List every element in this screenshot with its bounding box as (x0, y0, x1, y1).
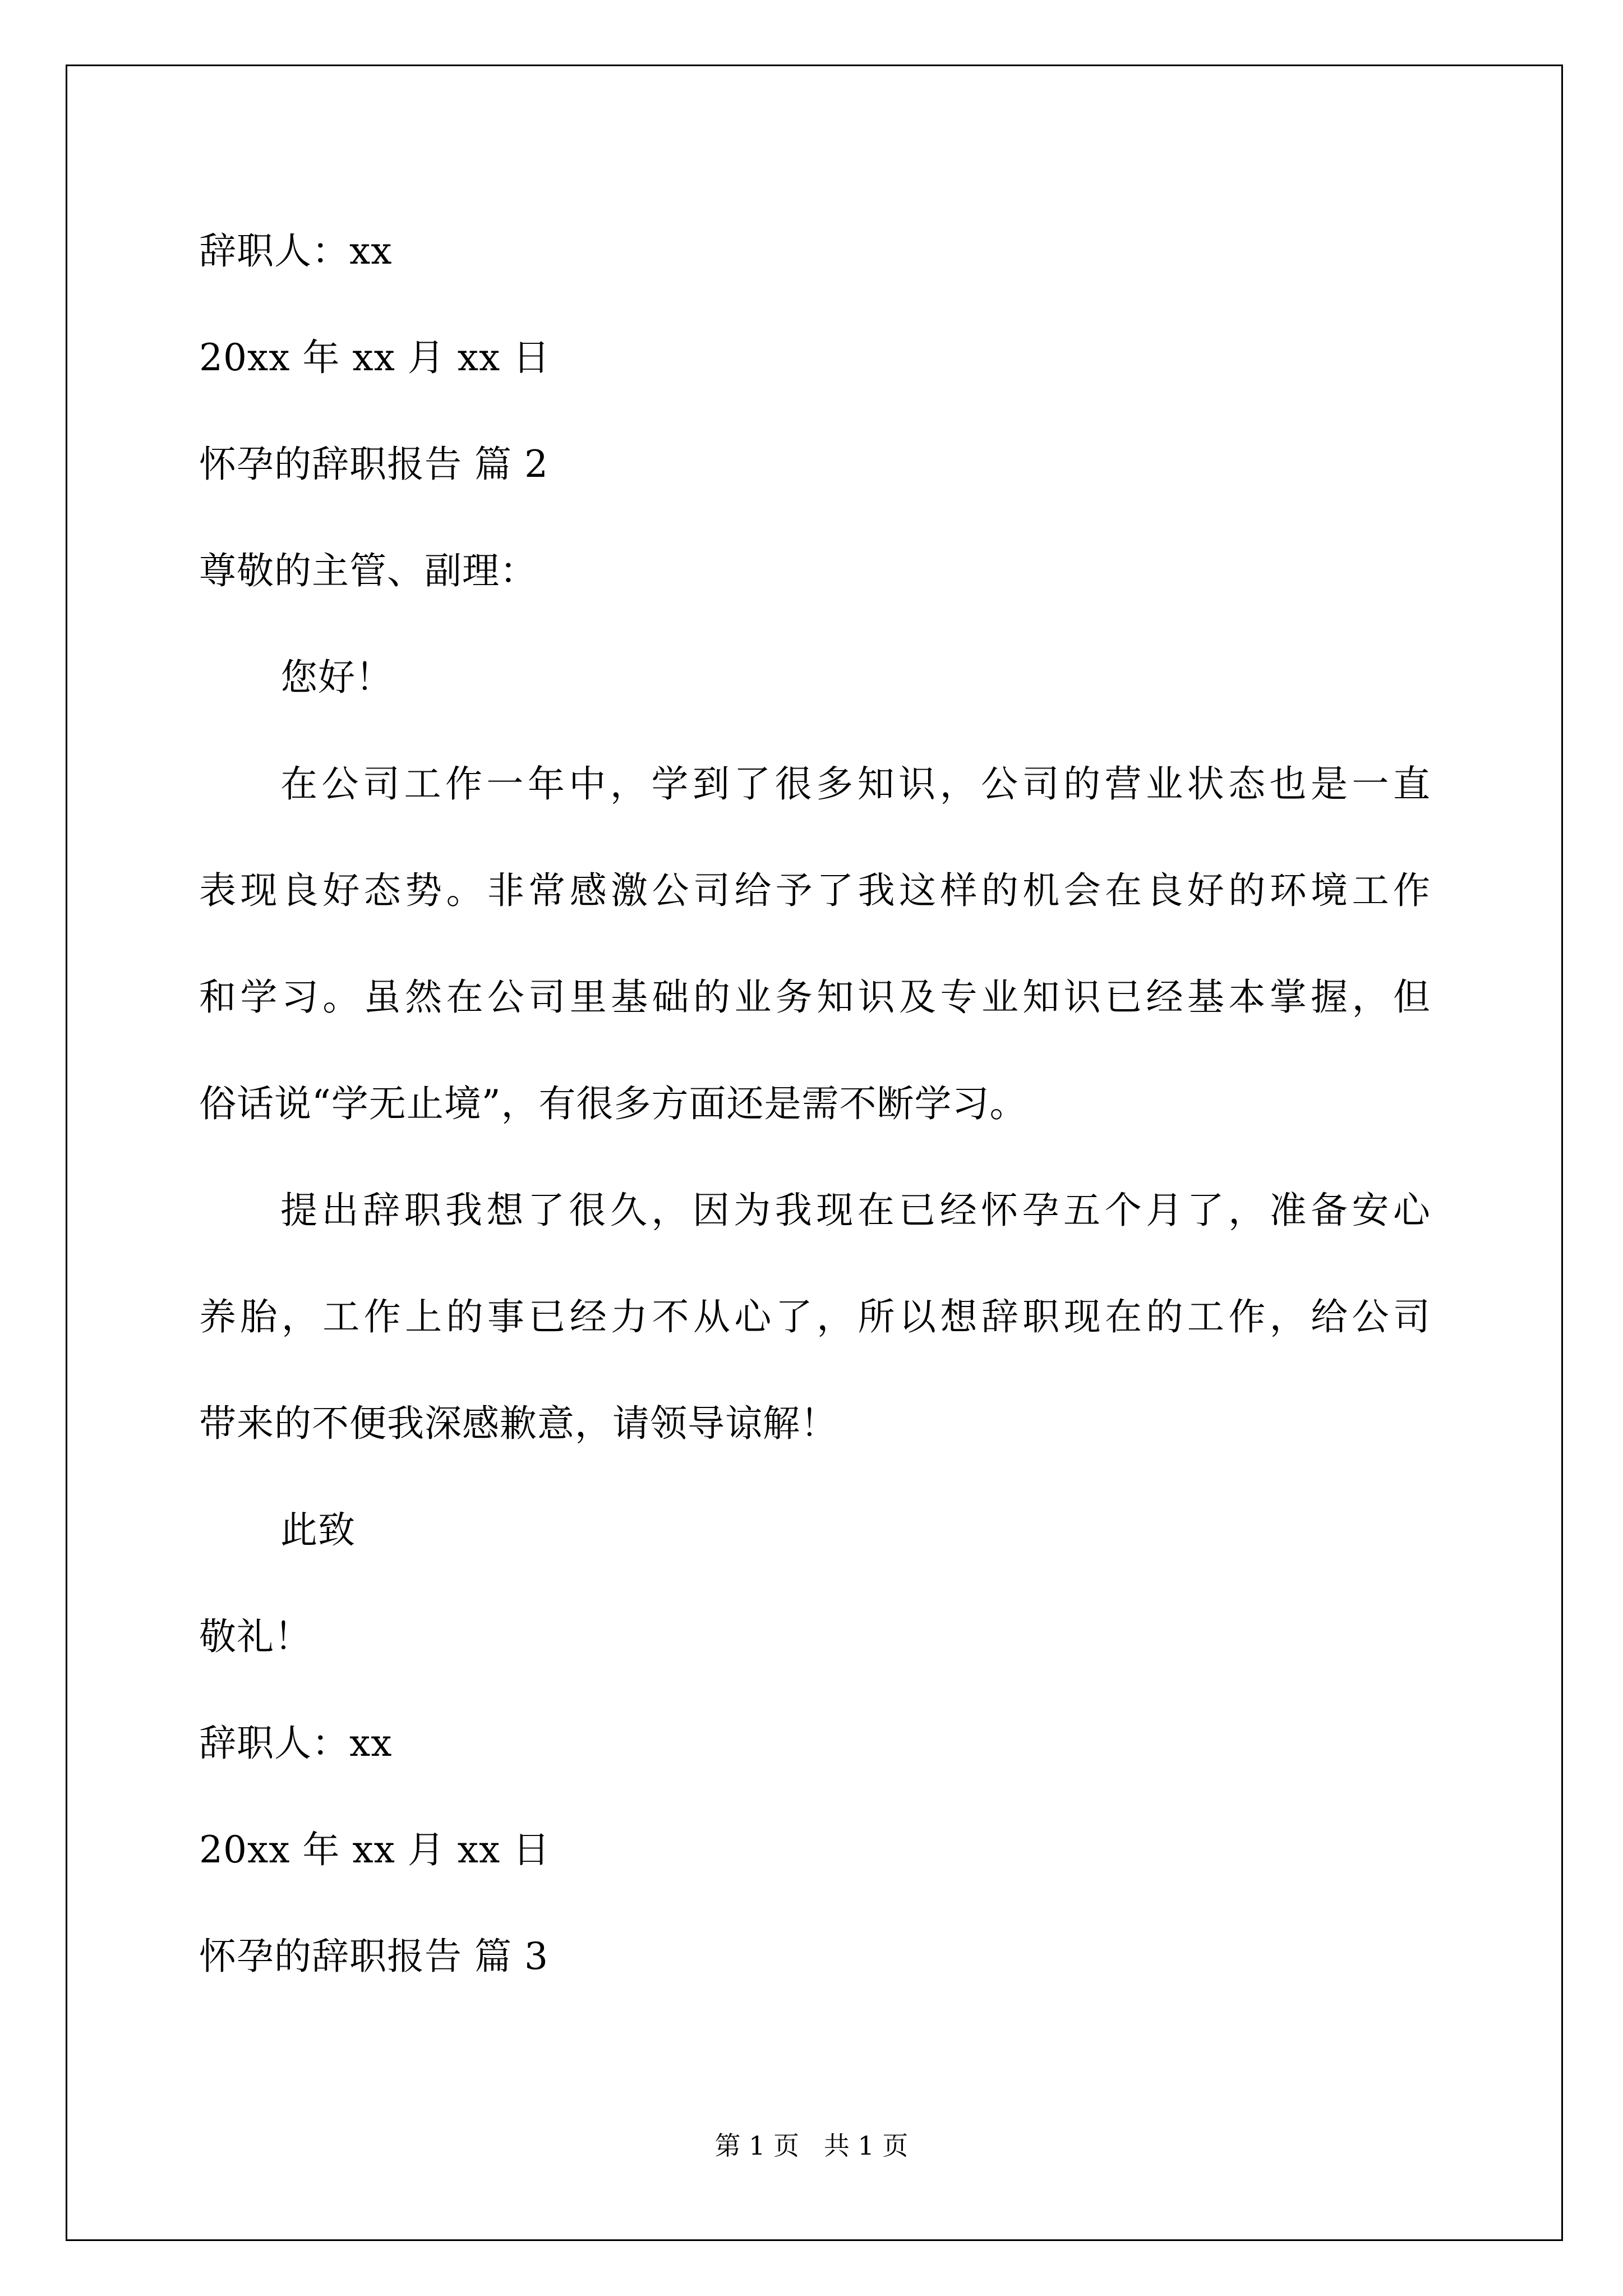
paragraph-line: 提出辞职我想了很久，因为我现在已经怀孕五个月了，准备安心 (280, 1189, 1430, 1232)
date-line: 20xx 年 xx 月 xx 日 (199, 336, 551, 379)
salutation: 尊敬的主管、副理： (199, 549, 537, 592)
resigner-line: 辞职人：xx (199, 1722, 393, 1765)
greeting: 您好！ (280, 656, 393, 699)
section-heading: 怀孕的辞职报告 篇 2 (199, 443, 548, 486)
section-heading: 怀孕的辞职报告 篇 3 (199, 1935, 548, 1978)
closing-line: 此致 (280, 1508, 356, 1552)
page-border (66, 65, 1563, 2241)
paragraph-line: 带来的不便我深感歉意，请领导谅解！ (199, 1402, 838, 1445)
paragraph-line: 俗话说“学无止境”，有很多方面还是需不断学习。 (199, 1082, 1027, 1125)
resigner-line: 辞职人：xx (199, 229, 393, 273)
paragraph-line: 表现良好态势。非常感激公司给予了我这样的机会在良好的环境工作 (199, 869, 1430, 912)
paragraph-line: 养胎，工作上的事已经力不从心了，所以想辞职现在的工作，给公司 (199, 1295, 1430, 1338)
page-footer: 第 1 页 共 1 页 (714, 2131, 909, 2161)
date-line: 20xx 年 xx 月 xx 日 (199, 1828, 551, 1871)
paragraph-line: 在公司工作一年中，学到了很多知识，公司的营业状态也是一直 (280, 762, 1430, 806)
closing-salute: 敬礼！ (199, 1615, 312, 1658)
paragraph-line: 和学习。虽然在公司里基础的业务知识及专业知识已经基本掌握，但 (199, 976, 1430, 1019)
